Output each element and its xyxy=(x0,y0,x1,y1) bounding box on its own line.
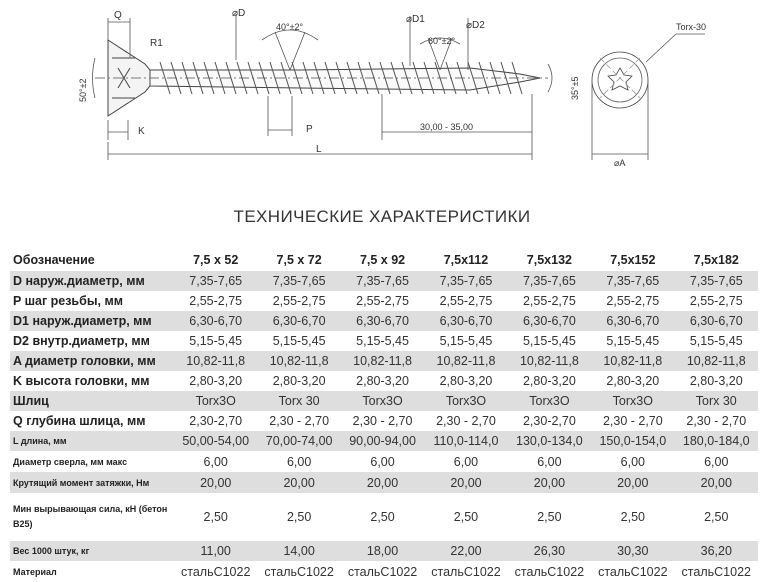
cell-value: 130,0-134,0 xyxy=(516,434,583,448)
cell-value: 50,00-54,00 xyxy=(182,434,250,448)
header-size: 7,5 x 72 xyxy=(276,252,322,267)
cell-value: 2,30 - 2,70 xyxy=(269,414,330,428)
table-row xyxy=(10,311,758,331)
cell-value: 2,55-2,75 xyxy=(606,294,660,308)
cell-value: 5,15-5,45 xyxy=(689,334,743,348)
cell-value: 20,00 xyxy=(200,475,232,490)
cell-value: 2,30 - 2,70 xyxy=(436,414,496,428)
cell-value: 2,80-3,20 xyxy=(439,374,493,388)
cell-value: 2,30 - 2,70 xyxy=(352,414,413,428)
cell-value: стальC1022 xyxy=(431,564,501,579)
cell-value: стальC1022 xyxy=(681,564,751,579)
header-size: 7,5 x 52 xyxy=(193,252,239,267)
cell-value: 2,50 xyxy=(537,510,562,524)
label-d: ⌀D xyxy=(232,8,246,19)
label-l: L xyxy=(316,144,322,155)
label-d2: ⌀D2 xyxy=(466,20,485,31)
cell-value: 2,80-3,20 xyxy=(606,374,660,388)
cell-value: 10,82-11,8 xyxy=(603,354,663,368)
cell-value: 2,55-2,75 xyxy=(356,294,409,308)
cell-value: 90,00-94,00 xyxy=(349,434,416,448)
cell-value: 2,30 - 2,70 xyxy=(602,414,663,428)
table-row xyxy=(10,331,758,351)
table-row xyxy=(10,472,758,493)
header-size: 7,5x112 xyxy=(443,252,489,267)
cell-value: 6,30-6,70 xyxy=(689,314,743,328)
cell-value: 10,82-11,8 xyxy=(519,354,579,368)
page-title: ТЕХНИЧЕСКИЕ ХАРАКТЕРИСТИКИ xyxy=(233,207,531,226)
cell-value: 5,15-5,45 xyxy=(356,334,409,348)
cell-value: 5,15-5,45 xyxy=(189,334,243,348)
table-row xyxy=(10,451,758,472)
cell-value: 180,0-184,0 xyxy=(682,434,750,448)
screw-technical-drawing xyxy=(0,0,764,175)
label-angle-60: 60°±2° xyxy=(428,36,456,46)
cell-value: 10,82-11,8 xyxy=(353,354,412,368)
cell-value: 18,00 xyxy=(366,544,399,558)
cell-value: 5,15-5,45 xyxy=(272,334,326,348)
label-k: K xyxy=(138,126,145,137)
row-label: D наруж.диаметр, мм xyxy=(13,274,145,288)
cell-value: 2,80-3,20 xyxy=(689,374,743,388)
cell-value: 2,50 xyxy=(453,510,479,524)
cell-value: 2,55-2,75 xyxy=(439,294,493,308)
cell-value: 6,00 xyxy=(453,454,479,469)
cell-value: 7,35-7,65 xyxy=(356,274,409,288)
table-row xyxy=(10,271,758,291)
cell-value: 20,00 xyxy=(533,475,566,490)
cell-value: 5,15-5,45 xyxy=(522,334,576,348)
cell-value: 70,00-74,00 xyxy=(265,434,333,448)
cell-value: 2,30-2,70 xyxy=(189,414,243,428)
label-tip-length: 30,00 - 35,00 xyxy=(420,122,474,132)
cell-value: 6,00 xyxy=(286,454,312,469)
cell-value: 10,82-11,8 xyxy=(686,354,746,368)
cell-value: Torx3O xyxy=(195,394,236,408)
cell-value: 30,30 xyxy=(617,544,649,558)
cell-value: 6,30-6,70 xyxy=(189,314,243,328)
table-row xyxy=(10,291,758,311)
cell-value: 150,0-154,0 xyxy=(599,434,667,448)
cell-value: 2,30 - 2,70 xyxy=(686,414,747,428)
row-label: L длина, мм xyxy=(13,436,67,446)
table-row xyxy=(10,351,758,371)
screw-end-view xyxy=(592,52,648,108)
table-row xyxy=(10,493,758,541)
cell-value: 7,35-7,65 xyxy=(606,274,660,288)
cell-value: 36,20 xyxy=(700,544,732,558)
cell-value: стальC1022 xyxy=(264,564,334,579)
cell-value: Torx3O xyxy=(529,394,570,408)
cell-value: 2,80-3,20 xyxy=(272,374,326,388)
cell-value: 2,50 xyxy=(286,510,312,524)
cell-value: 20,00 xyxy=(450,475,482,490)
row-label: Материал xyxy=(13,566,57,577)
table-row xyxy=(10,431,758,451)
cell-value: 10,82-11,8 xyxy=(269,354,329,368)
row-label: Q глубина шлица, мм xyxy=(13,414,146,428)
cell-value: 22,00 xyxy=(450,544,482,558)
spec-table xyxy=(10,248,758,582)
row-label: Диаметр сверла, мм макс xyxy=(13,456,128,467)
table-row xyxy=(10,411,758,431)
cell-value: 2,50 xyxy=(620,510,645,524)
header-size: 7,5x132 xyxy=(526,252,572,267)
cell-value: 6,00 xyxy=(620,454,645,469)
cell-value: 10,82-11,8 xyxy=(436,354,496,368)
cell-value: 5,15-5,45 xyxy=(439,334,493,348)
cell-value: стальC1022 xyxy=(347,564,418,579)
cell-value: 6,00 xyxy=(370,454,395,469)
cell-value: 6,30-6,70 xyxy=(356,314,409,328)
label-d1: ⌀D1 xyxy=(406,14,425,25)
row-label: Шлиц xyxy=(13,394,49,408)
cell-value: Torx3O xyxy=(445,394,487,408)
label-torx: Torx-30 xyxy=(676,22,707,32)
header-size: 7,5 x 92 xyxy=(359,252,406,267)
cell-value: стальC1022 xyxy=(514,564,585,579)
cell-value: 11,00 xyxy=(200,544,231,558)
cell-value: 2,80-3,20 xyxy=(522,374,576,388)
cell-value: 20,00 xyxy=(283,475,315,490)
label-p: P xyxy=(306,124,313,135)
cell-value: Torx3O xyxy=(612,394,653,408)
cell-value: 6,00 xyxy=(203,454,228,469)
label-tip-angle: 35°±5 xyxy=(570,76,580,100)
header-row xyxy=(10,248,758,271)
header-size: 7,5x182 xyxy=(693,252,739,267)
label-q: Q xyxy=(114,10,122,21)
cell-value: 20,00 xyxy=(617,475,649,490)
cell-value: 7,35-7,65 xyxy=(689,274,743,288)
label-angle-40: 40°±2° xyxy=(276,22,304,32)
cell-value: стальC1022 xyxy=(180,564,251,579)
cell-value: 2,80-3,20 xyxy=(356,374,409,388)
row-label: D2 внутр.диаметр, мм xyxy=(13,334,150,348)
cell-value: 10,82-11,8 xyxy=(186,354,246,368)
row-label: Вес 1000 штук, кг xyxy=(13,546,90,556)
cell-value: 5,15-5,45 xyxy=(606,334,660,348)
cell-value: 6,00 xyxy=(704,454,729,469)
cell-value: 7,35-7,65 xyxy=(272,274,326,288)
table-row xyxy=(10,541,758,561)
row-label: Мин вырывающая сила, кН (бетон B25) xyxy=(13,504,168,529)
row-label: A диаметр головки, мм xyxy=(13,354,156,368)
row-label: K высота головки, мм xyxy=(13,374,150,388)
cell-value: 6,30-6,70 xyxy=(439,314,493,328)
cell-value: 7,35-7,65 xyxy=(189,274,243,288)
cell-value: 2,55-2,75 xyxy=(272,294,326,308)
label-a: ⌀A xyxy=(614,158,626,168)
cell-value: 6,00 xyxy=(537,454,562,469)
cell-value: Torx 30 xyxy=(278,394,320,408)
cell-value: 2,55-2,75 xyxy=(689,294,743,308)
cell-value: 2,80-3,20 xyxy=(189,374,243,388)
cell-value: Torx 30 xyxy=(695,394,737,408)
cell-value: 26,30 xyxy=(533,544,566,558)
table-row xyxy=(10,391,758,411)
cell-value: 6,30-6,70 xyxy=(606,314,660,328)
cell-value: 110,0-114,0 xyxy=(433,434,499,448)
cell-value: 14,00 xyxy=(283,544,315,558)
cell-value: 2,50 xyxy=(704,510,729,524)
cell-value: Torx3O xyxy=(362,394,403,408)
cell-value: стальC1022 xyxy=(598,564,668,579)
cell-value: 2,50 xyxy=(370,510,395,524)
header-size: 7,5x152 xyxy=(610,252,656,267)
cell-value: 7,35-7,65 xyxy=(522,274,576,288)
label-head-angle: 50°±2 xyxy=(78,78,88,102)
cell-value: 20,00 xyxy=(700,475,732,490)
cell-value: 7,35-7,65 xyxy=(439,274,493,288)
header-label: Обозначение xyxy=(13,252,95,267)
cell-value: 2,30-2,70 xyxy=(522,414,576,428)
cell-value: 2,50 xyxy=(203,510,228,524)
row-label: Крутящий момент затяжки, Нм xyxy=(13,477,150,488)
cell-value: 2,55-2,75 xyxy=(522,294,576,308)
cell-value: 20,00 xyxy=(366,475,399,490)
label-r1: R1 xyxy=(150,38,163,49)
row-label: P шаг резьбы, мм xyxy=(13,294,123,308)
table-row xyxy=(10,371,758,391)
cell-value: 2,55-2,75 xyxy=(189,294,243,308)
cell-value: 6,30-6,70 xyxy=(272,314,326,328)
cell-value: 6,30-6,70 xyxy=(522,314,576,328)
row-label: D1 наруж.диаметр, мм xyxy=(13,314,152,328)
